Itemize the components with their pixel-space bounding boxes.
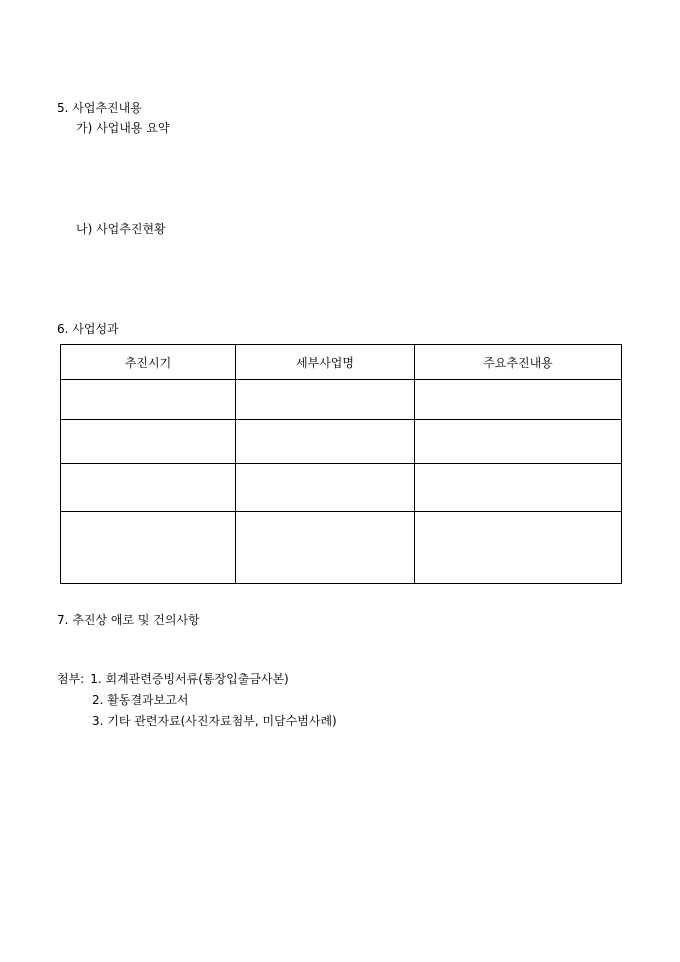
table-cell[interactable] xyxy=(236,420,415,464)
section-5b-heading: 나) 사업추진현황 xyxy=(76,222,166,236)
section-6-title: 6. 사업성과 xyxy=(57,322,119,336)
table-cell[interactable] xyxy=(415,464,622,512)
section-5-title: 5. 사업추진내용 xyxy=(57,101,142,115)
table-cell[interactable] xyxy=(61,512,236,584)
table-row xyxy=(61,464,622,512)
section-5a-heading: 가) 사업내용 요약 xyxy=(76,121,170,135)
table-cell[interactable] xyxy=(415,420,622,464)
table-cell[interactable] xyxy=(415,380,622,420)
table-cell[interactable] xyxy=(415,512,622,584)
attachment-item-1: 1. 회계관련증빙서류(통장입출금사본) xyxy=(90,672,289,686)
results-table xyxy=(60,344,622,584)
table-cell[interactable] xyxy=(236,380,415,420)
table-row xyxy=(61,512,622,584)
table-row xyxy=(61,420,622,464)
attachment-item-3: 3. 기타 관련자료(사진자료첨부, 미담수범사례) xyxy=(92,714,337,728)
table-header-row xyxy=(61,345,622,380)
table-cell[interactable] xyxy=(236,512,415,584)
table-cell[interactable] xyxy=(61,420,236,464)
section-7-title: 7. 추진상 애로 및 건의사항 xyxy=(57,613,200,627)
table-cell[interactable] xyxy=(61,464,236,512)
header-main-content: 주요추진내용 xyxy=(415,345,622,380)
table-cell[interactable] xyxy=(236,464,415,512)
attachment-item-2: 2. 활동결과보고서 xyxy=(92,693,189,707)
table-row xyxy=(61,380,622,420)
header-period: 추진시기 xyxy=(61,345,236,380)
header-project-name: 세부사업명 xyxy=(236,345,415,380)
table-cell[interactable] xyxy=(61,380,236,420)
attachments-label: 첨부: xyxy=(57,672,85,686)
